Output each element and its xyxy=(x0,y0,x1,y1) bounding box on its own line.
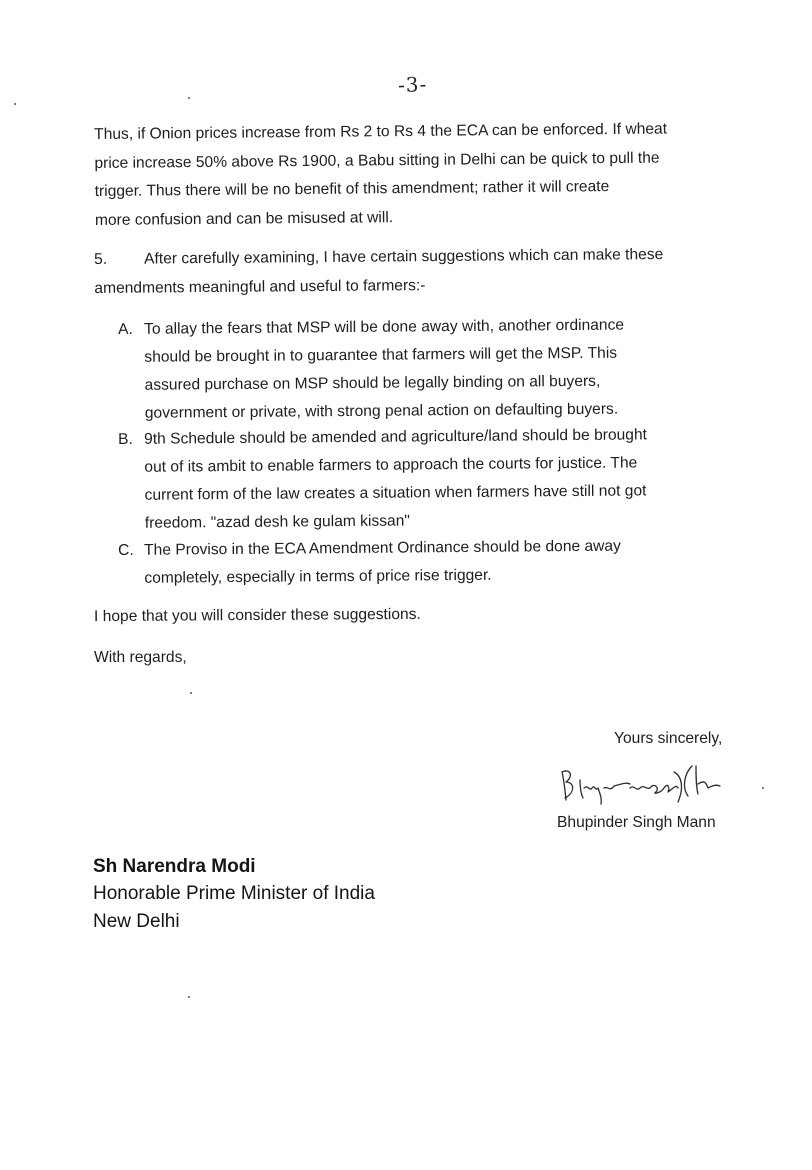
list-marker: B. xyxy=(118,430,133,448)
list-item-line: The Proviso in the ECA Amendment Ordinance should be done away xyxy=(144,537,621,559)
suggestion-b xyxy=(118,421,744,538)
closing-hope: I hope that you will consider these suggestions. xyxy=(93,605,421,626)
paragraph-line-text: After carefully examining, I have certain suggestions which can make these xyxy=(144,246,664,268)
list-item-line: assured purchase on MSP should be legally binding on all buyers, xyxy=(144,372,601,394)
list-item-line: 9th Schedule should be amended and agriculture/land should be brought xyxy=(144,426,648,448)
list-item-line: current form of the law creates a situation when farmers have still not got xyxy=(144,482,647,504)
list-item-line: freedom. "azad desh ke gulam kissan" xyxy=(144,512,410,532)
paragraph-suggestions-intro xyxy=(94,240,744,303)
scan-speck xyxy=(190,692,192,694)
addressee-title: Honorable Prime Minister of India xyxy=(93,883,375,904)
paragraph-line xyxy=(94,240,744,274)
handwritten-signature xyxy=(556,758,766,810)
list-item-line: To allay the fears that MSP will be done away with, another ordinance xyxy=(144,316,625,338)
paragraph-line: amendments meaningful and useful to farmers:- xyxy=(94,276,426,297)
paragraph-eca-enforcement xyxy=(94,115,745,235)
suggestion-a xyxy=(118,311,744,428)
addressee-city: New Delhi xyxy=(93,911,180,932)
signer-name: Bhupinder Singh Mann xyxy=(557,814,716,831)
yours-sincerely: Yours sincerely, xyxy=(614,730,723,747)
scan-speck xyxy=(14,103,16,105)
list-marker: A. xyxy=(118,320,133,338)
paragraph-number: 5. xyxy=(94,250,108,268)
paragraph-line: more confusion and can be misused at will. xyxy=(94,208,394,229)
page-number: -3- xyxy=(397,72,428,98)
paragraph-line: trigger. Thus there will be no benefit of this amendment; rather it will create xyxy=(94,178,610,200)
paragraph-line: Thus, if Onion prices increase from Rs 2 to Rs 4 the ECA can be enforced. If wheat xyxy=(94,120,668,143)
scan-speck xyxy=(188,97,190,99)
list-item-line: out of its ambit to enable farmers to approach the courts for justice. The xyxy=(144,454,638,476)
closing-regards: With regards, xyxy=(94,649,187,666)
list-item-line: completely, especially in terms of price rise trigger. xyxy=(144,566,492,587)
list-item-line: government or private, with strong penal action on defaulting buyers. xyxy=(144,400,619,422)
suggestion-c xyxy=(118,532,743,593)
addressee-name: Sh Narendra Modi xyxy=(93,856,256,877)
scan-speck xyxy=(188,996,190,998)
paragraph-line: price increase 50% above Rs 1900, a Babu sitting in Delhi can be quick to pull the xyxy=(94,149,660,172)
list-marker: C. xyxy=(118,541,134,559)
list-item-line: should be brought in to guarantee that farmers will get the MSP. This xyxy=(144,344,618,366)
